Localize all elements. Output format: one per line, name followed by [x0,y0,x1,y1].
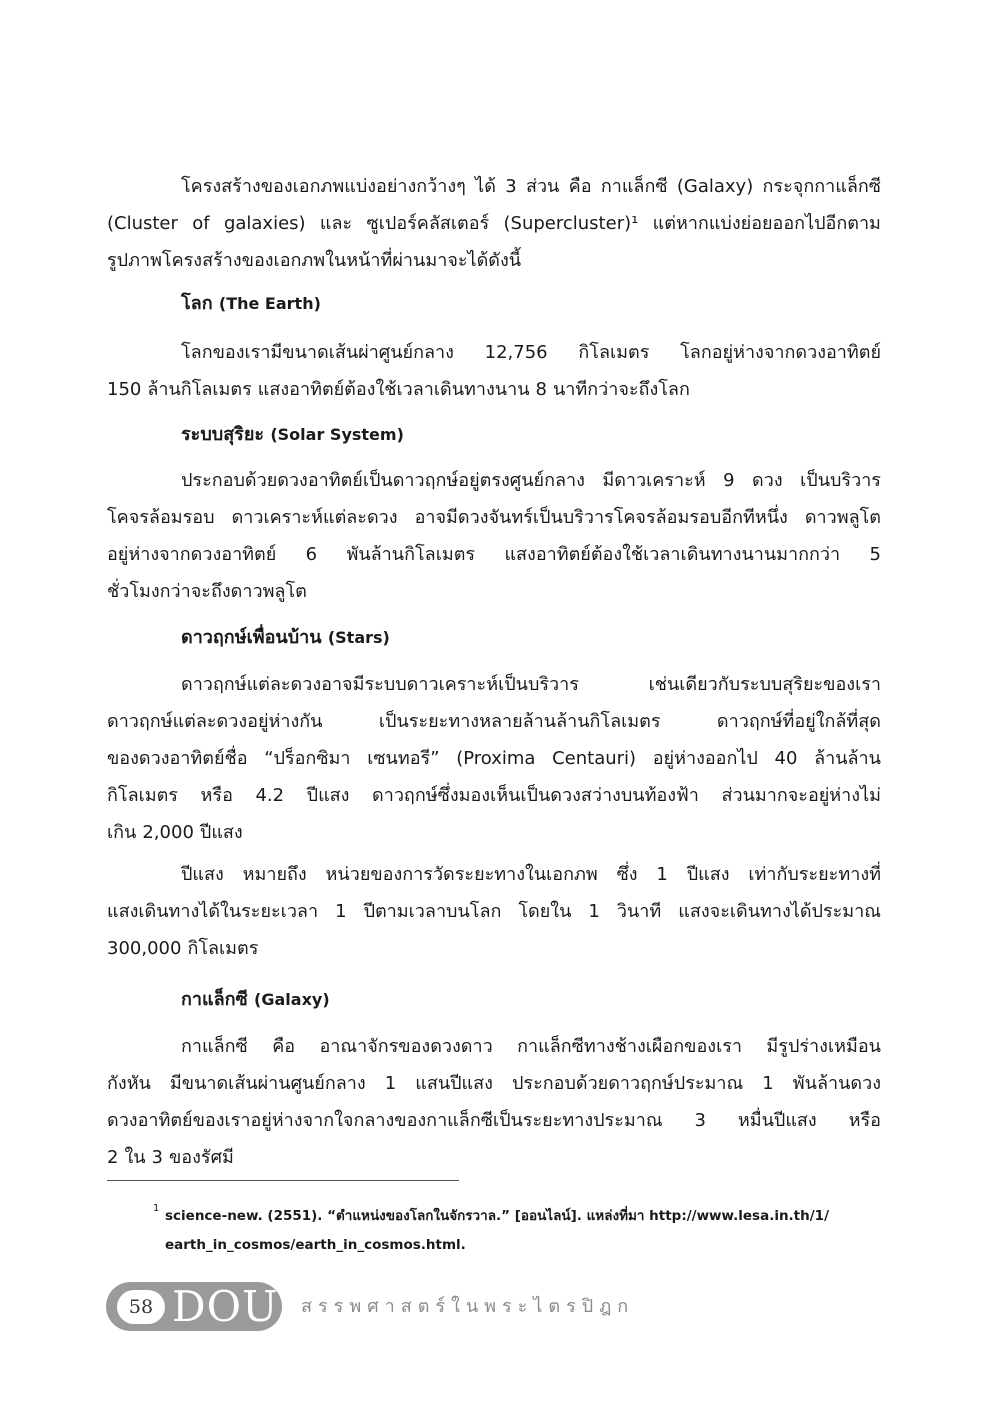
word: กาแล็กซี [600,176,668,197]
text-line [107,536,881,573]
word: 12,756 [484,342,548,363]
word: กาแล็กซีทางช้างเผือกของเรา [517,1036,742,1057]
word: โคจรล้อมรอบ [107,507,215,528]
word: คือ [568,176,592,197]
heading-earth-thai: โลก [181,293,213,314]
word: (Proxima [456,748,536,769]
word: หรือ [200,785,233,806]
text-line [107,205,881,242]
word: มีดาวเคราะห์ [602,470,706,491]
paragraph-earth [107,334,881,408]
heading-solar-thai: ระบบสุริยะ [181,424,265,445]
word: 1 [762,1073,774,1094]
word: ดวง [752,470,783,491]
word: พันล้านกิโลเมตร [346,544,476,565]
word: อาณาจักรของดวงดาว [319,1036,493,1057]
word: 6 [305,544,318,565]
word: เกิน [107,822,137,843]
text-line [107,1065,881,1102]
word: วินาที [616,901,662,922]
paragraph-stars [107,666,881,851]
word: นาทีกว่าจะถึงโลก [552,379,690,400]
word: รูปภาพโครงสร้างของเอกภพในหน้าที่ผ่านมาจะได้ดังนี้ [107,250,522,271]
word: ส่วน [525,176,560,197]
paragraph-galaxy [107,1028,881,1176]
word: galaxies) [223,213,306,234]
word: 3 [151,1147,163,1168]
footnote-divider [107,1180,459,1181]
dou-logo-text: DOU [172,1282,279,1331]
word: ส่วนมากจะอยู่ห่างไม่ [721,785,881,806]
word: เท่ากับระยะทางที่ [748,864,881,885]
text-line [107,666,881,703]
word: อยู่ห่างออกไป [652,748,758,769]
footnote-number: 1 [153,1203,160,1214]
word: ดาวฤกษ์แต่ละดวงอยู่ห่างกัน [107,711,323,732]
word: แสงจะเดินทางได้ประมาณ [678,901,881,922]
text-line [107,703,881,740]
word: 1 [656,864,668,885]
page-number: 58 [117,1290,165,1324]
word: ล้านกิโลเมตร [147,379,252,400]
text-line [107,573,881,610]
heading-galaxy [181,981,330,1018]
word: ชั่วโมงกว่าจะถึงดาวพลูโต [107,581,307,602]
word: อยู่ห่างจากดวงอาทิตย์ [107,544,277,565]
text-line [107,168,881,205]
word: ปีแสง [686,864,730,885]
word: ดวงอาทิตย์ของเราอยู่ห่างจากใจกลางของกาแล็กซีเป็นระยะทางประมาณ [107,1110,663,1131]
word: พันล้านดวง [792,1073,881,1094]
word: (Galaxy) [676,176,754,197]
word: (Supercluster)¹ [503,213,639,234]
word: หมื่นปีแสง [737,1110,817,1131]
word: ซูเปอร์คลัสเตอร์ [366,213,490,234]
book-title: สรรพศาสตร์ในพระไตรปิฎก [301,1296,635,1317]
word: ซึ่ง [616,864,638,885]
word: แสนปีแสง [415,1073,493,1094]
word: ประกอบด้วยดาวฤกษ์ประมาณ [511,1073,744,1094]
word: ดาวฤกษ์แต่ละดวงอาจมีระบบดาวเคราะห์เป็นบริวาร [181,674,579,695]
word: 2,000 [142,822,194,843]
text-line [107,856,881,893]
word: ดาวพลูโต [804,507,881,528]
word: กังหัน [107,1073,151,1094]
text-line [107,1139,881,1176]
word: ล้านล้าน [814,748,881,769]
text-line [107,499,881,536]
word: ได้ [475,176,496,197]
word: 40 [774,748,798,769]
text-line [107,930,881,967]
text-line [107,1028,881,1065]
word: of [192,213,210,234]
word: กิโลเมตร [107,785,178,806]
heading-solar-system [181,416,404,453]
text-line [107,777,881,814]
word: โลกของเรามีขนาดเส้นผ่าศูนย์กลาง [181,342,454,363]
word: (Cluster [107,213,178,234]
word: กระจุกกาแล็กซี [762,176,881,197]
word: คือ [272,1036,296,1057]
word: โลกอยู่ห่างจากดวงอาทิตย์ [680,342,881,363]
word: โครงสร้างของเอกภพแบ่งอย่างกว้างๆ [181,176,466,197]
heading-stars-english: (Stars) [327,628,390,647]
word: 1 [384,1073,397,1094]
word: 3 [505,176,517,197]
text-line [107,242,881,279]
word: ดาวเคราะห์แต่ละดวง [231,507,398,528]
word: ใน [124,1147,146,1168]
word: แสงอาทิตย์ต้องใช้เวลาเดินทางนานมากกว่า [504,544,841,565]
word: แต่หากแบ่งย่อยออกไปอีกตาม [652,213,881,234]
heading-solar-english: (Solar System) [270,425,404,444]
text-line [107,1102,881,1139]
word: เป็นบริวาร [800,470,881,491]
word: ประกอบด้วยดวงอาทิตย์เป็นดาวฤกษ์อยู่ตรงศูนย์กลาง [181,470,585,491]
heading-stars-thai: ดาวฤกษ์เพื่อนบ้าน [181,627,322,648]
word: แสงอาทิตย์ต้องใช้เวลาเดินทางนาน [257,379,530,400]
word: และ [319,213,353,234]
word: 5 [869,544,881,565]
paragraph-solar-system [107,462,881,610]
word: อาจมีดวงจันทร์เป็นบริวารโคจรล้อมรอบอีกทีหนึ่ง [414,507,788,528]
word: หรือ [848,1110,881,1131]
word: ปีแสง [306,785,350,806]
text-line [107,334,881,371]
word: เช่นเดียวกับระบบสุริยะของเรา [648,674,881,695]
word: 150 [107,379,142,400]
word: 4.2 [255,785,285,806]
word: กิโลเมตร [578,342,650,363]
word: “ปร็อกซิมา [264,748,351,769]
paragraph-light-year [107,856,881,967]
word: หมายถึง [242,864,307,885]
text-line [107,371,881,408]
word: 8 [535,379,547,400]
word: ดาวฤกษ์ที่อยู่ใกล้ที่สุด [716,711,881,732]
word: กาแล็กซี [181,1036,248,1057]
word: ของดวงอาทิตย์ชื่อ [107,748,248,769]
word: ปีแสง [181,864,224,885]
word: 1 [335,901,347,922]
word: มีขนาดเส้นผ่านศูนย์กลาง [169,1073,366,1094]
word: เซนทอรี” [367,748,440,769]
text-line [107,893,881,930]
word: ดาวฤกษ์ซึ่งมองเห็นเป็นดวงสว่างบนท้องฟ้า [372,785,699,806]
word: 9 [723,470,735,491]
heading-earth-english: (The Earth) [218,294,321,313]
heading-earth [181,285,321,322]
word: 300,000 [107,938,182,959]
word: มีรูปร่างเหมือน [766,1036,881,1057]
word: ปีแสง [199,822,243,843]
text-line [107,814,881,851]
word: ของรัศมี [169,1147,234,1168]
heading-galaxy-english: (Galaxy) [254,990,330,1009]
text-line [107,740,881,777]
paragraph-structure [107,168,881,279]
word: โดยใน [518,901,572,922]
word: เป็นระยะทางหลายล้านล้านกิโลเมตร [378,711,661,732]
word: 1 [588,901,600,922]
word: 3 [694,1110,706,1131]
heading-stars [181,619,390,656]
footnote-line-1: science-new. (2551). “ตำแหน่งของโลกในจักรวาล.” [ออนไลน์]. แหล่งที่มา http://www.lesa.in.th/1/ [165,1208,830,1224]
word: 2 [107,1147,119,1168]
word: Centauri) [552,748,637,769]
word: กิโลเมตร [187,938,259,959]
text-line [107,462,881,499]
word: หน่วยของการวัดระยะทางในเอกภพ [325,864,598,885]
heading-galaxy-thai: กาแล็กซี [181,989,248,1010]
word: แสงเดินทางได้ในระยะเวลา [107,901,319,922]
footnote-line-2: earth_in_cosmos/earth_in_cosmos.html. [165,1237,466,1253]
word: ปีตามเวลาบนโลก [363,901,502,922]
